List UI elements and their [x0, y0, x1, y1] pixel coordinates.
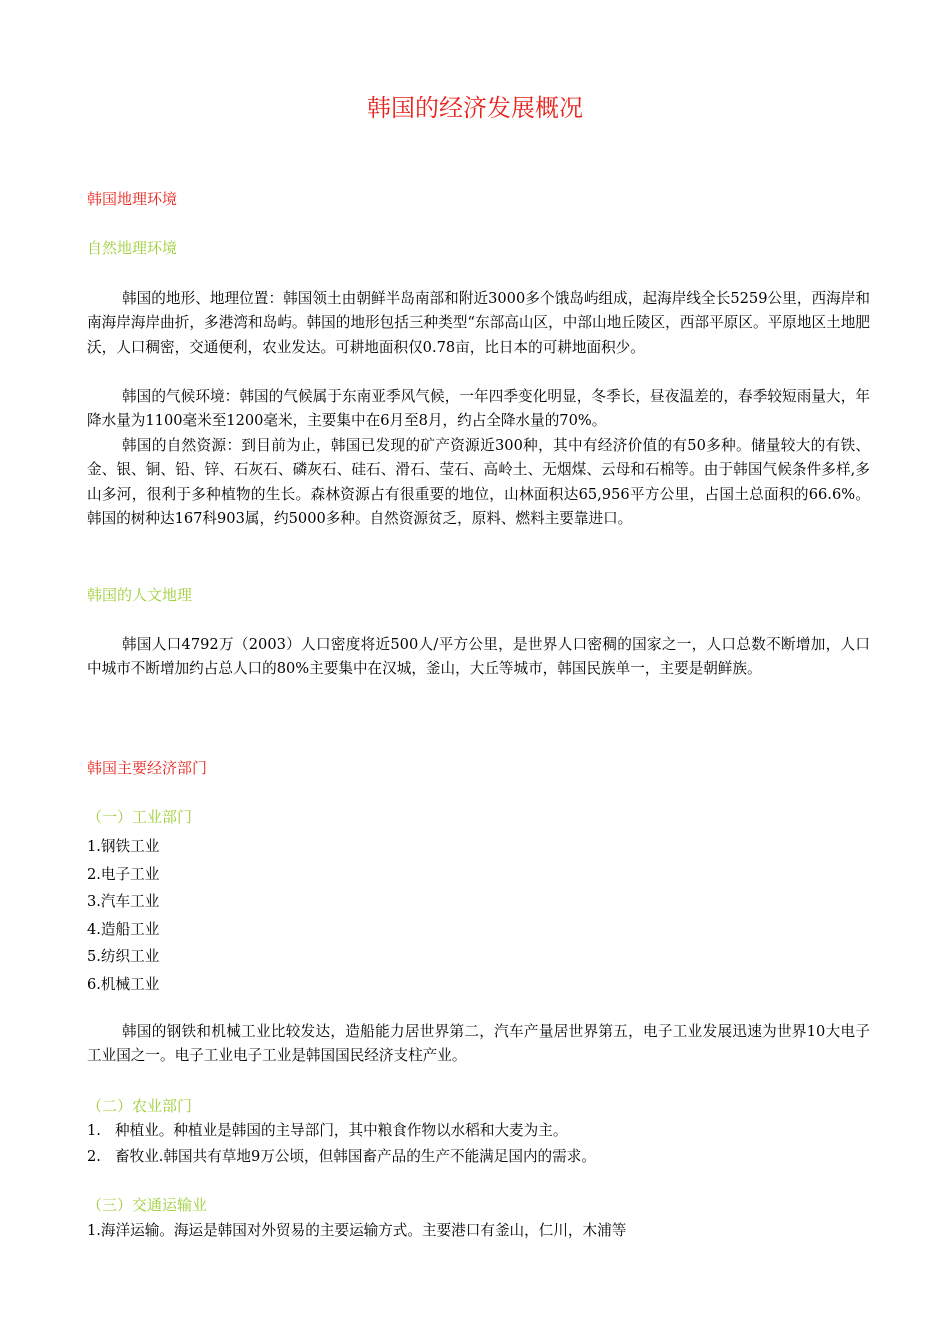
list-item [87, 1144, 870, 1170]
section-heading-geography: 韩国地理环境 [87, 190, 178, 208]
list-item-text: 畜牧业.韩国共有草地9万公顷，但韩国畜产品的生产不能满足国内的需求。 [115, 1148, 596, 1165]
subheading-industry: （一）工业部门 [87, 808, 193, 826]
list-item: 5.纺织工业 [87, 948, 160, 966]
subheading-transport: （三）交通运输业 [87, 1196, 208, 1214]
document-title: 韩国的经济发展概况 [367, 94, 583, 122]
list-item: 6.机械工业 [87, 975, 160, 993]
list-item: 4.造船工业 [87, 920, 160, 938]
list-item: 1.钢铁工业 [87, 838, 160, 855]
agriculture-list [87, 1118, 870, 1170]
paragraph-industry: 韩国的钢铁和机械工业比较发达，造船能力居世界第二，汽车产量居世界第五，电子工业发展迅速为世界10大电子工业国之一。电子工业电子工业是韩国国民经济支柱产业。 [87, 1023, 870, 1065]
subheading-natural-geography: 自然地理环境 [87, 239, 178, 257]
list-item [87, 1118, 870, 1144]
paragraph-natural-resources: 韩国的自然资源：到目前为止，韩国已发现的矿产资源近300种，其中有经济价值的有50多种。储量较大的有铁、金、银、铜、铅、锌、石灰石、磷灰石、硅石、滑石、莹石、高岭土、无烟煤、云母和石棉等。由于韩国气候条件多样,多山多河，很利于多种植物的生长。森林资源占有很重要的地位，山林面积达65,956平方公里，占国土总面积的66.6%。韩国的树种达167科903属，约5000多种。自然资源贫乏，原料、燃料主要靠进口。 [87, 437, 870, 528]
paragraph-terrain: 韩国的地形、地理位置：韩国领土由朝鲜半岛南部和附近3000多个饿岛屿组成，起海岸线全长5259公里，西海岸和南海岸海岸曲折，多港湾和岛屿。韩国的地形包括三种类型“东部高山区，中部山地丘陵区，西部平原区。平原地区土地肥沃，人口稠密，交通便利，农业发达。可耕地面积仅0.78亩，比日本的可耕地面积少。 [87, 290, 870, 356]
list-item: 3.汽车工业 [87, 893, 160, 911]
subheading-agriculture: （二）农业部门 [87, 1097, 193, 1115]
list-item-text: 种植业。种植业是韩国的主导部门，其中粮食作物以水稻和大麦为主。 [115, 1122, 568, 1139]
list-item: 2.电子工业 [87, 865, 160, 883]
list-item-number: 1. [87, 1122, 101, 1139]
paragraph-climate: 韩国的气候环境：韩国的气候属于东南亚季风气候，一年四季变化明显，冬季长，昼夜温差的，春季较短雨量大，年降水量为1100毫米至1200毫米，主要集中在6月至8月，约占全降水量的70%。 [87, 388, 870, 430]
transport-line: 1.海洋运输。海运是韩国对外贸易的主要运输方式。主要港口有釜山，仁川，木浦等 [87, 1222, 627, 1239]
list-item-number: 2. [87, 1148, 101, 1165]
industry-list [87, 833, 870, 999]
subheading-human-geography: 韩国的人文地理 [87, 586, 193, 604]
paragraph-population: 韩国人口4792万（2003）人口密度将近500人/平方公里，是世界人口密稠的国家之一，人口总数不断增加，人口中城市不断增加约占总人口的80%主要集中在汉城，釜山，大丘等城市，韩国民族单一，主要是朝鲜族。 [87, 636, 870, 678]
section-heading-economy: 韩国主要经济部门 [87, 759, 208, 777]
